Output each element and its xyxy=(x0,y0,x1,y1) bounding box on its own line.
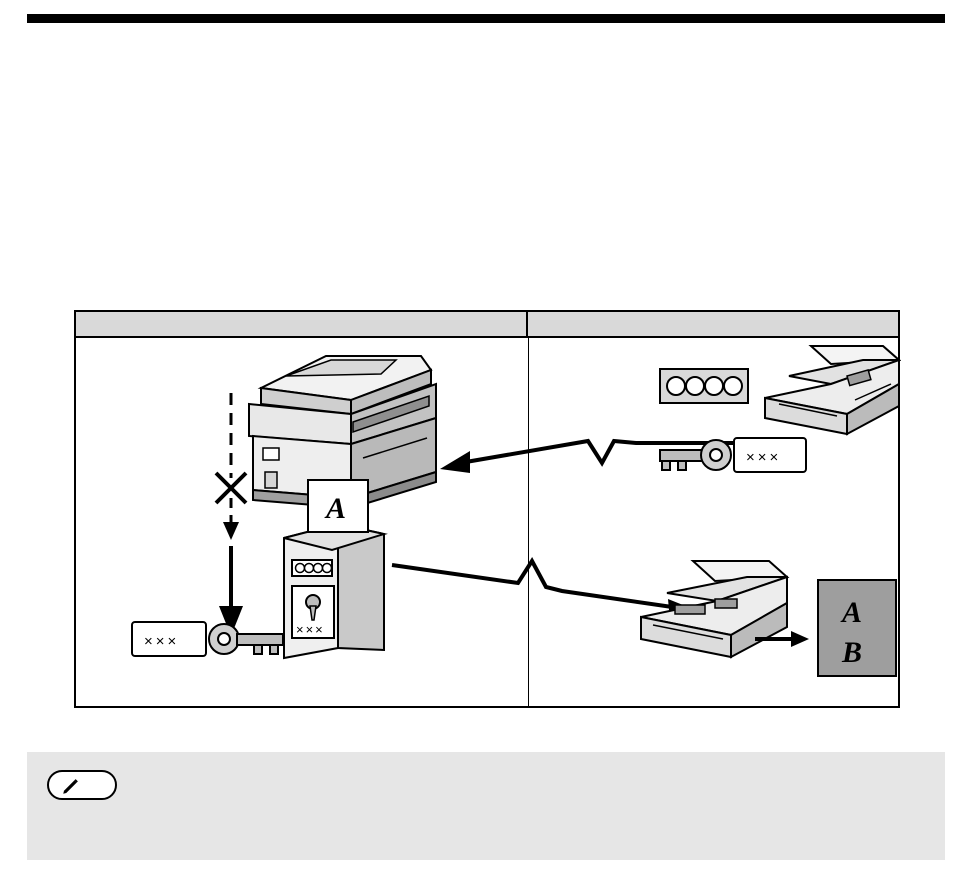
note-badge xyxy=(47,770,117,800)
received-page-letter-b: B xyxy=(842,636,863,669)
diagram-body xyxy=(76,338,898,706)
passcode-keypad-top xyxy=(659,368,749,404)
stored-document-letter: A xyxy=(326,492,347,525)
key-tag-text-right: ××× xyxy=(746,449,782,466)
passcode-key-tag-right xyxy=(654,428,814,488)
note-block xyxy=(27,752,945,860)
key-tag-text-left: ××× xyxy=(144,633,180,650)
diagram-header-left xyxy=(76,312,528,338)
diagram-header xyxy=(76,312,898,338)
stored-document-page xyxy=(306,478,374,536)
received-page-letter-a: A xyxy=(842,596,863,629)
fax-machine-receiver-icon xyxy=(631,553,811,683)
diagram-column-divider xyxy=(528,338,529,706)
mailbox-code-text: ××× xyxy=(296,622,325,637)
page-top-rule xyxy=(27,14,945,23)
passcode-key-tag-left xyxy=(124,610,294,670)
received-output-page xyxy=(816,578,898,678)
diagram-frame xyxy=(74,310,900,708)
diagram-header-right xyxy=(528,312,898,338)
pencil-icon xyxy=(61,778,79,796)
